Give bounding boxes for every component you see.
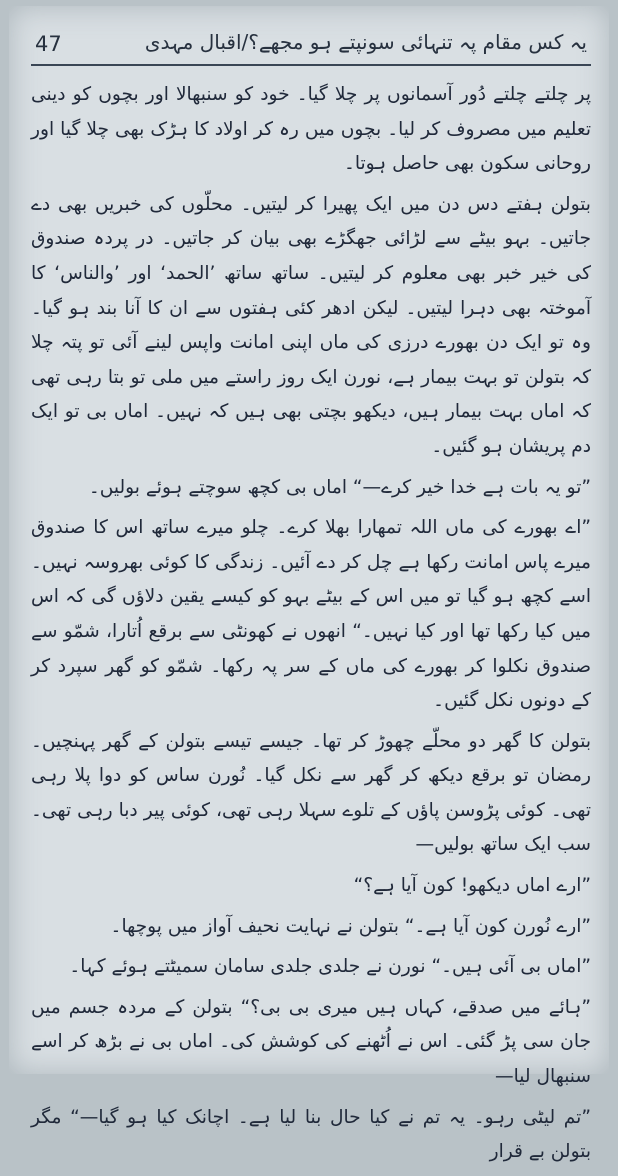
paragraph: ”ارے اماں دیکھو! کون آیا ہے؟“ [353,875,591,897]
paragraph: ”تو یہ بات ہے خدا خیر کرے—“ اماں بی کچھ سوچتے ہوئے بولیں۔ [88,476,591,498]
paragraph: پر چلتے چلتے دُور آسمانوں پر چلا گیا۔ خود کو سنبھالا اور بچوں کو دینی تعلیم میں مصروف کر لیا۔ بچوں میں رہ کر اولاد کا ہڑک بھی چلا گیا اور روحانی سکون بھی حاصل ہوتا۔ [31,84,591,175]
page-number: 47 [35,32,62,56]
paragraph: ”اماں بی آئی ہیں۔“ نورن نے جلدی جلدی سامان سمیٹتے ہوئے کہا۔ [69,956,591,978]
body-text [31,78,591,1176]
paragraph: بتولن کا گھر دو محلّے چھوڑ کر تھا۔ جیسے تیسے بتولن کے گھر پہنچیں۔ رمضان تو برقع دیکھ کر گھر سے نکل گیا۔ نُورن ساس کو دوا پلا رہی تھی۔ کوئی پڑوسن پاؤں کے تلوے سہلا رہی تھی، کوئی پیر دبا رہی تھی۔ سب ایک ساتھ بولیں— [31,730,591,856]
paragraph: ”ارے نُورن کون آیا ہے۔“ بتولن نے نہایت نحیف آواز میں پوچھا۔ [110,915,591,937]
paragraph: ”اے بھورے کی ماں اللہ تمھارا بھلا کرے۔ چلو میرے ساتھ اس کا صندوق میرے پاس امانت رکھا ہے چل کر دے آئیں۔ زندگی کا کوئی بھروسہ نہیں۔ اسے کچھ ہو گیا تو میں اس کے بیٹے بہو کو کیسے یقین دلاؤں گی کہ اس میں کیا رکھا تھا اور کیا نہیں۔“ انھوں نے کھونٹی سے برقع اُتارا، شمّو سے صندوق نکلوا کر بھورے کی ماں کے سر پہ رکھا۔ شمّو کو گھر سپرد کر کے دونوں نکل گئیں۔ [31,517,591,712]
paragraph: بتولن ہفتے دس دن میں ایک پھیرا کر لیتیں۔ محلّوں کی خبریں بھی دے جاتیں۔ بہو بیٹے سے لڑائی جھگڑے بھی بیان کر جاتیں۔ در پردہ صندوق کی خیر خبر بھی معلوم کر لیتیں۔ ساتھ ساتھ ’الحمد‘ اور ’والناس‘ کا آموختہ بھی دہرا لیتیں۔ لیکن ادھر کئی ہفتوں سے ان کا آنا بند ہو گیا۔ وہ تو ایک دن بھورے درزی کی ماں اپنی امانت واپس لینے آئی تو پتہ چلا کہ بتولن تو بہت بیمار ہے، نورن ایک روز راستے میں ملی تو بتا رہی تھی کہ اماں بہت بیمار ہیں، دیکھو بچتی بھی ہیں کہ نہیں۔ اماں بی تو ایک دم پریشان ہو گئیں۔ [31,193,591,457]
paragraph: ”ہائے میں صدقے، کہاں ہیں میری بی بی؟“ بتولن کے مردہ جسم میں جان سی پڑ گئی۔ اس نے اُٹھنے کی کوشش کی۔ اماں بی نے بڑھ کر اسے سنبھال لیا— [31,996,591,1088]
running-title: یہ کس مقام پہ تنہائی سونپتے ہو مجھے؟/اقبال مہدی [144,30,587,54]
page-header [31,24,591,66]
paragraph: ”تم لیٹی رہو۔ یہ تم نے کیا حال بنا لیا ہے۔ اچانک کیا ہو گیا—“ مگر بتولن بے قرار [31,1106,591,1163]
book-page [9,6,609,1163]
